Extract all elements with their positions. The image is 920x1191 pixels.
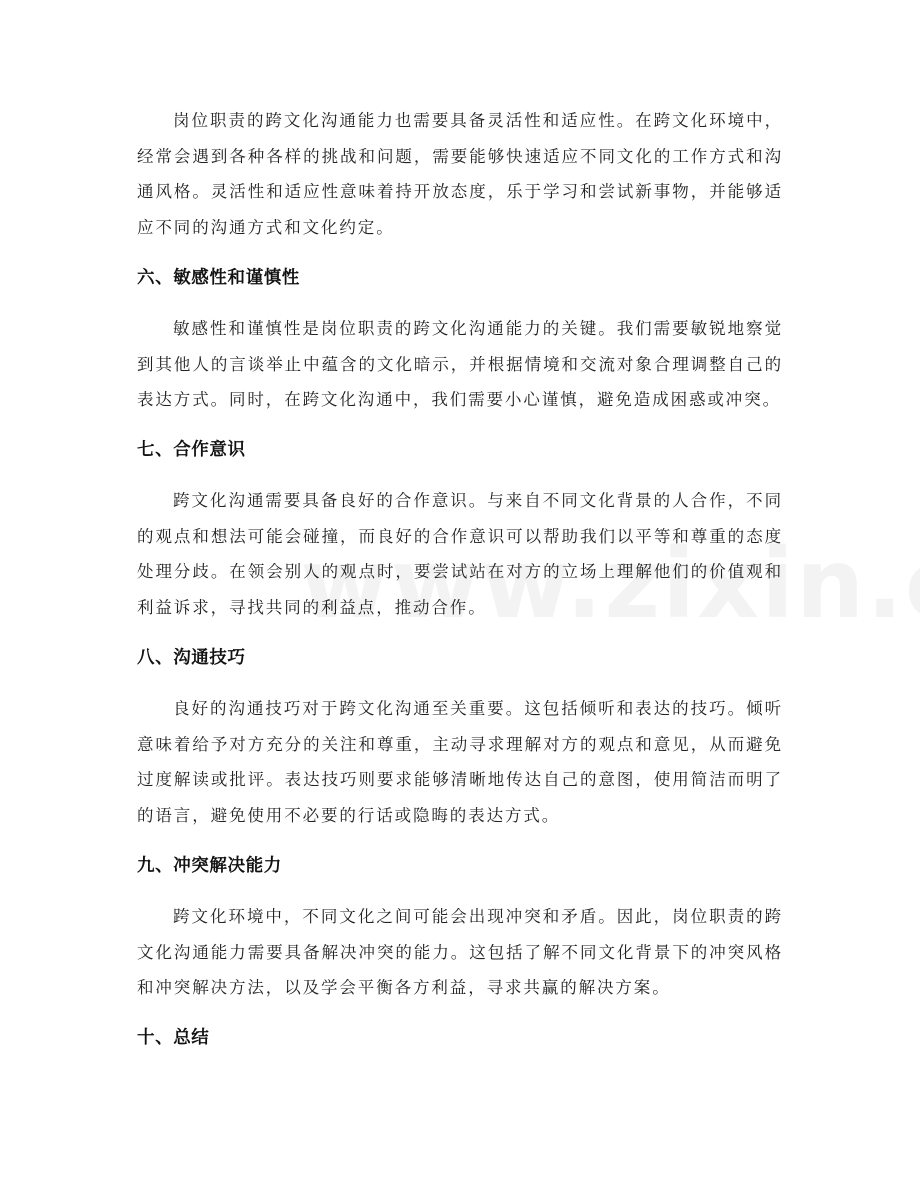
paragraph-communication-skills: 良好的沟通技巧对于跨文化沟通至关重要。这包括倾听和表达的技巧。倾听意味着给予对方充分的关注和尊重，主动寻求理解对方的观点和意见，从而避免过度解读或批评。表达技巧则要求能够清晰地传达自己的意图，使用简洁而明了的语言，避免使用不必要的行话或隐晦的表达方式。 (137, 699, 783, 825)
paragraph-flexibility: 岗位职责的跨文化沟通能力也需要具备灵活性和适应性。在跨文化环境中，经常会遇到各种各样的挑战和问题，需要能够快速适应不同文化的工作方式和沟通风格。灵活性和适应性意味着持开放态度，乐于学习和尝试新事物，并能够适应不同的沟通方式和文化约定。 (137, 111, 783, 237)
heading-section-7: 七、合作意识 (137, 440, 246, 460)
paragraph-cooperation: 跨文化沟通需要具备良好的合作意识。与来自不同文化背景的人合作，不同的观点和想法可能会碰撞，而良好的合作意识可以帮助我们以平等和尊重的态度处理分歧。在领会别人的观点时，要尝试站在对方的立场上理解他们的价值观和利益诉求，寻找共同的利益点，推动合作。 (137, 491, 783, 617)
heading-section-6: 六、敏感性和谨慎性 (137, 268, 300, 288)
paragraph-sensitivity: 敏感性和谨慎性是岗位职责的跨文化沟通能力的关键。我们需要敏锐地察觉到其他人的言谈举止中蕴含的文化暗示，并根据情境和交流对象合理调整自己的表达方式。同时，在跨文化沟通中，我们需要小心谨慎，避免造成困惑或冲突。 (137, 319, 783, 409)
heading-section-8: 八、沟通技巧 (137, 648, 246, 668)
paragraph-conflict-resolution: 跨文化环境中，不同文化之间可能会出现冲突和矛盾。因此，岗位职责的跨文化沟通能力需要具备解决冲突的能力。这包括了解不同文化背景下的冲突风格和冲突解决方法，以及学会平衡各方利益，寻求共赢的解决方案。 (137, 907, 783, 997)
heading-section-9: 九、冲突解决能力 (137, 856, 282, 876)
heading-section-10: 十、总结 (137, 1028, 210, 1048)
